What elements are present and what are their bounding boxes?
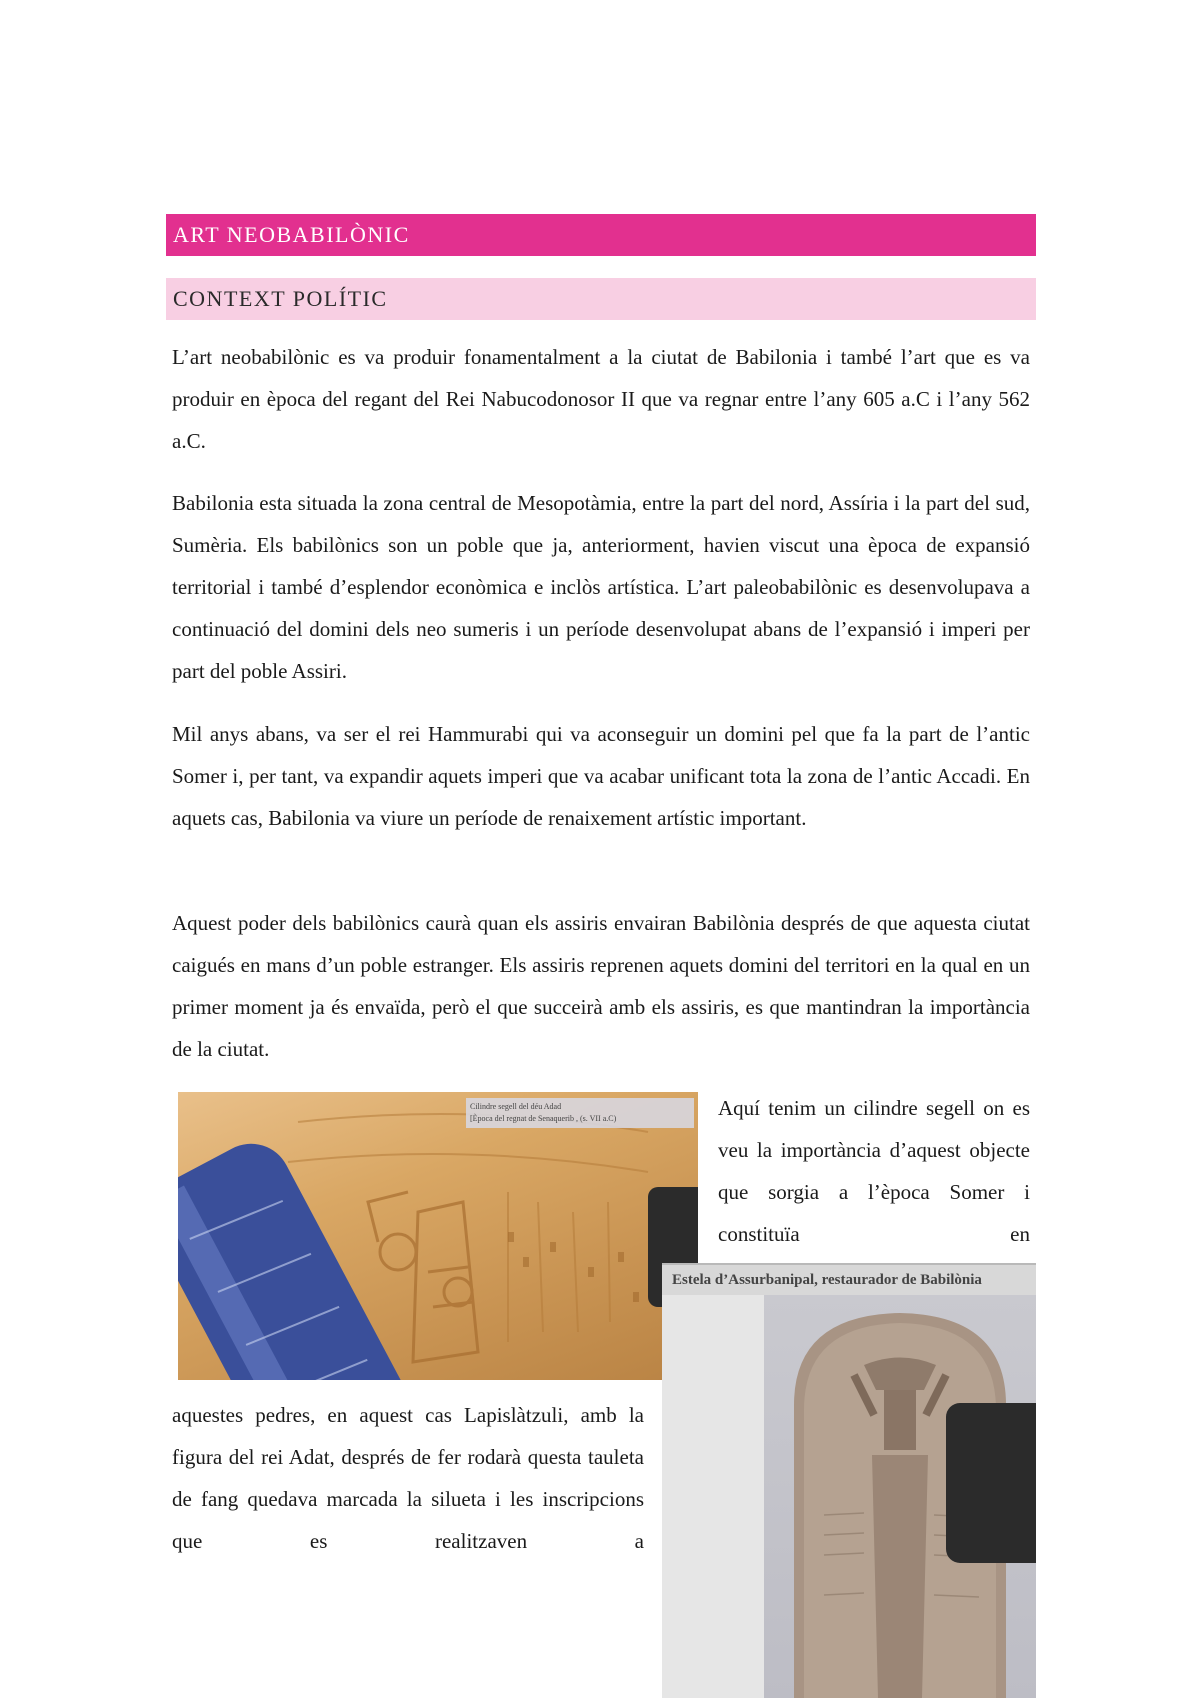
figure-description-continued: aquestes pedres, en aquest cas Lapislàtzuli, amb la figura del rei Adat, després de fer rodarà questa tauleta de fang quedava marcada la silueta i les inscripcions que es realitzaven a <box>172 1403 644 1553</box>
caption-line: [Època del regnat de Senaquerib , (s. VII a.C) <box>470 1114 617 1123</box>
cylinder-seal-illustration <box>178 1092 698 1380</box>
paragraph: Mil anys abans, va ser el rei Hammurabi qui va aconseguir un domini pel que fa la part de l’antic Somer i, per tant, va expandir aquets imperi que va acabar unificant tota la zona de l’antic Accadi. En aquets cas, Babilonia va viure un període de renaixement artístic important. <box>172 722 1030 830</box>
stele-image <box>662 1263 1036 1698</box>
image-caption <box>466 1098 694 1128</box>
paragraph: L’art neobabilònic es va produir fonamentalment a la ciutat de Babilonia i també l’art que es va produir en època del regant del Rei Nabucodonosor II que va regnar entre l’any 605 a.C i l’any 562 a.C. <box>172 345 1030 453</box>
figure-description: Aquí tenim un cilindre segell on es veu la importància d’aquest objecte que sorgia a l’època Somer i constituïa en <box>718 1096 1030 1246</box>
cylinder-seal-image <box>178 1092 698 1380</box>
subsection-heading: CONTEXT POLÍTIC <box>166 278 1036 320</box>
paragraph: Babilonia esta situada la zona central de Mesopotàmia, entre la part del nord, Assíria i la part del sud, Sumèria. Els babilònics son un poble que ja, anteriorment, havien viscut una època de expansió territorial i també d’esplendor econòmica e inclòs artística. L’art paleobabilònic es desenvolupava a continuació del domini dels neo sumeris i un període desenvolupat abans de l’expansió i imperi per part del poble Assiri. <box>172 491 1030 683</box>
image-title: Estela d’Assurbanipal, restaurador de Babilònia <box>662 1263 1036 1295</box>
section-heading: ART NEOBABILÒNIC <box>166 214 1036 256</box>
paragraph: Aquest poder dels babilònics caurà quan els assiris envairan Babilònia després de que aquesta ciutat caigués en mans d’un poble estranger. Els assiris reprenen aquets domini del territori en la qual en un primer moment ja és envaïda, però el que succeirà amb els assiris, es que mantindran la importància de la ciutat. <box>172 911 1030 1061</box>
caption-line: Cilindre segell del déu Adad <box>470 1102 562 1111</box>
play-icon[interactable] <box>946 1403 1036 1563</box>
